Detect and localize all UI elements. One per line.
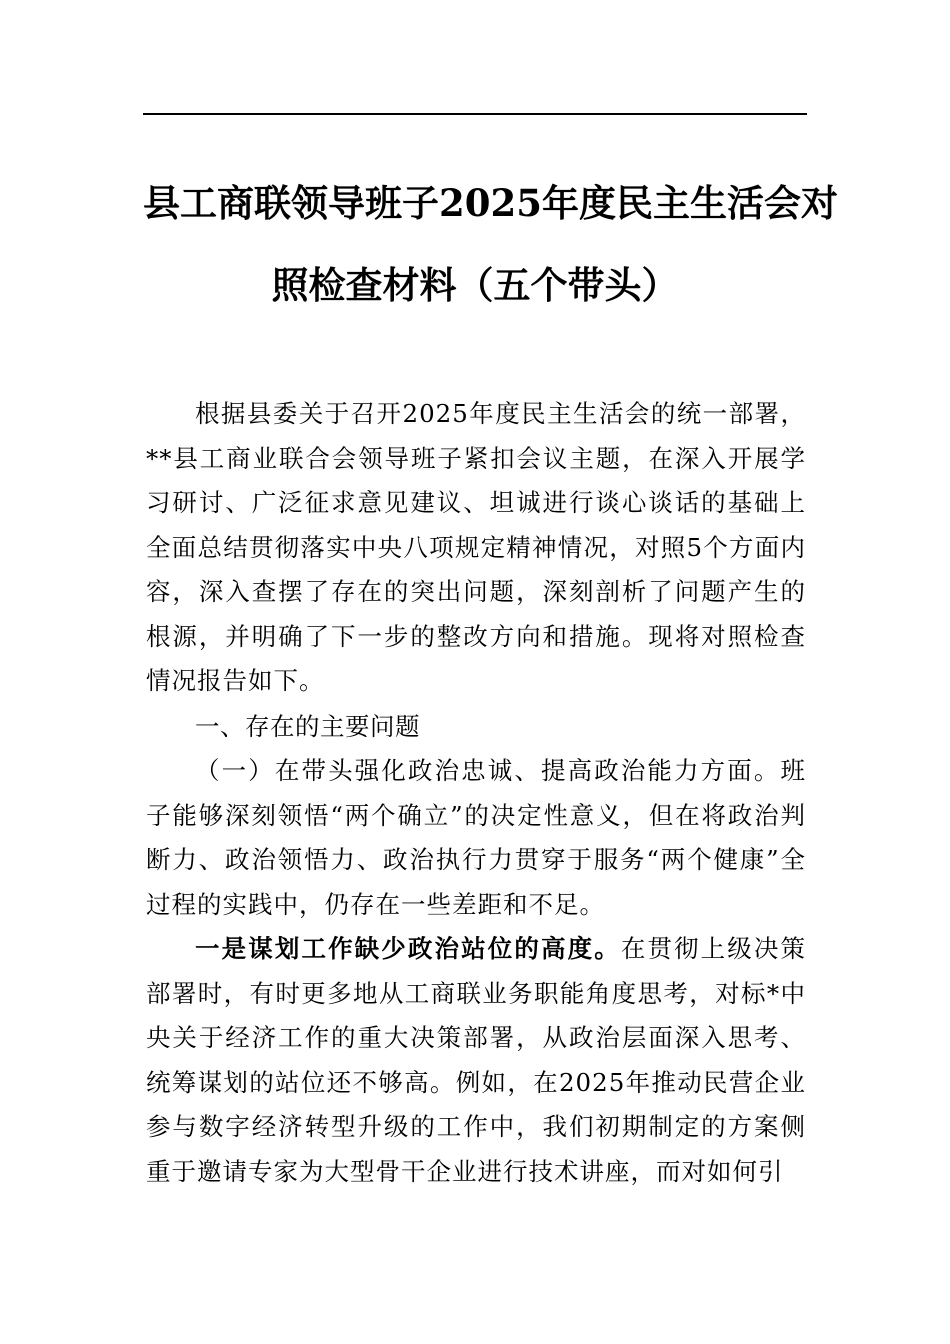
title-line-2: 照检查材料（五个带头）	[271, 263, 679, 307]
intro-paragraph: 根据县委关于召开2025年度民主生活会的统一部署，**县工商业联合会领导班子紧扣会议主题，在深入开展学习研讨、广泛征求意见建议、坦诚进行谈心谈话的基础上全面总结贯彻落实中央八项规定精神情况，对照5个方面内容，深入查摆了存在的突出问题，深刻剖析了问题产生的根源，并明确了下一步的整改方向和措施。现将对照检查情况报告如下。	[146, 399, 806, 695]
subsection-paragraph: （一）在带头强化政治忠诚、提高政治能力方面。班子能够深刻领悟“两个确立”的决定性意义，但在将政治判断力、政治领悟力、政治执行力贯穿于服务“两个健康”全过程的实践中，仍存在一些差距和不足。	[146, 756, 806, 919]
title-line-1: 县工商联领导班子2025年度民主生活会对	[143, 181, 838, 225]
document-title	[143, 162, 838, 326]
point-lead: 一是谋划工作缺少政治站位的高度。	[195, 934, 621, 963]
point-paragraph	[146, 927, 806, 1194]
document-body	[146, 392, 806, 1194]
header-rule	[143, 113, 807, 115]
point-body: 在贯彻上级决策部署时，有时更多地从工商联业务职能角度思考，对标*中央关于经济工作的重大决策部署，从政治层面深入思考、统筹谋划的站位还不够高。例如，在2025年推动民营企业参与数字经济转型升级的工作中，我们初期制定的方案侧重于邀请专家为大型骨干企业进行技术讲座，而对如何引	[146, 934, 807, 1186]
section-heading: 一、存在的主要问题	[195, 711, 420, 741]
